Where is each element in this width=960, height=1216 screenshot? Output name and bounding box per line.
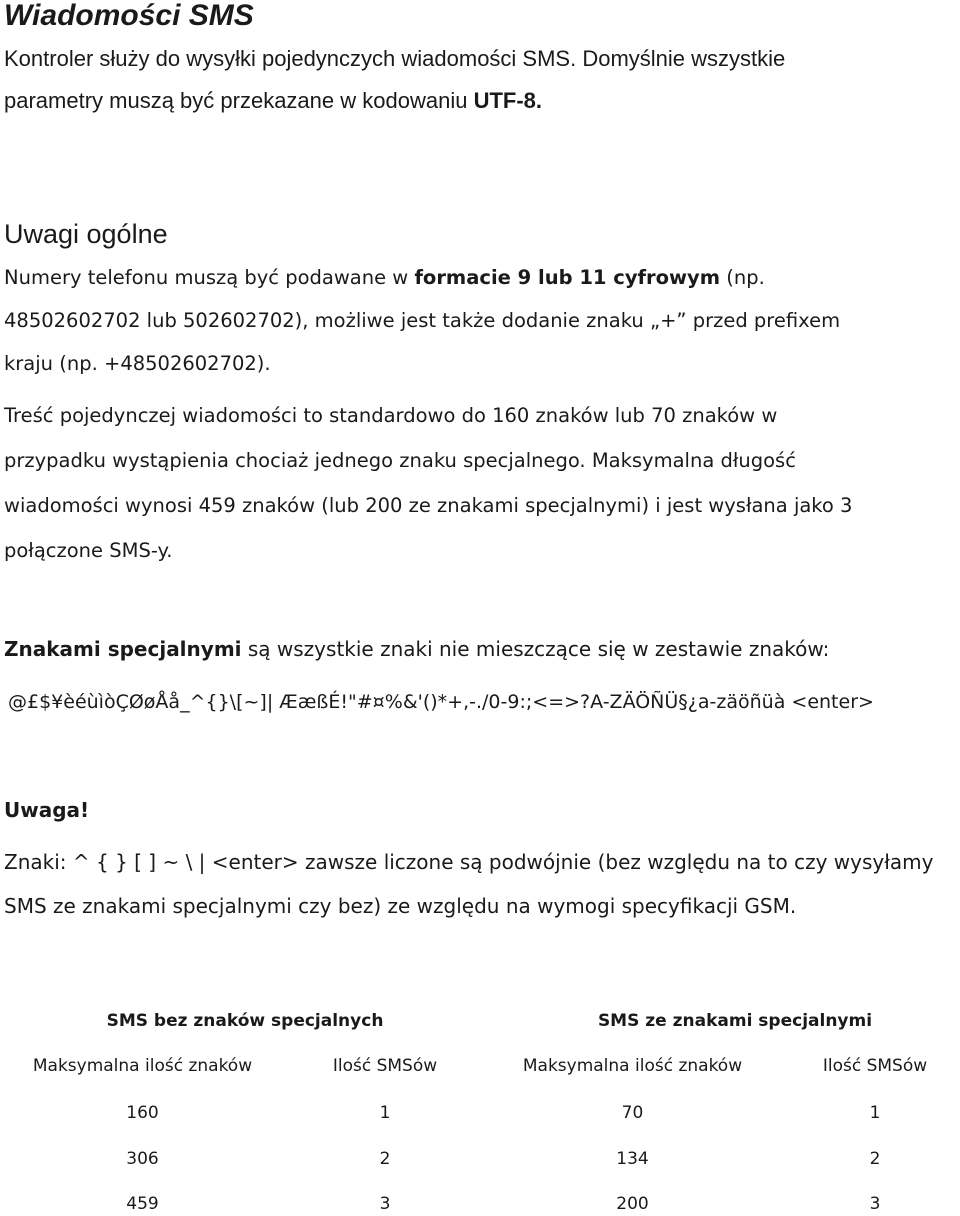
- phone-number-rules: [4, 256, 840, 385]
- paragraph-line: kraju (np. +48502602702).: [4, 352, 271, 375]
- intro-line: [4, 80, 785, 122]
- paragraph-line: [4, 256, 840, 299]
- paragraph-line: 48502602702 lub 502602702), możliwe jest także dodanie znaku „+” przed prefixem: [4, 309, 841, 332]
- column-header-sms-count: Ilość SMSów: [822, 1056, 928, 1076]
- warning-paragraph: [4, 840, 934, 928]
- intro-paragraph: [4, 38, 785, 122]
- message-length-rules: [4, 393, 852, 573]
- column-header-sms-count: Ilość SMSów: [332, 1056, 438, 1076]
- column-header-max-chars: Maksymalna ilość znaków: [522, 1056, 743, 1076]
- intro-line: Kontroler służy do wysyłki pojedynczych wiadomości SMS. Domyślnie wszystkie: [4, 46, 786, 71]
- table-cell: 3: [869, 1194, 881, 1214]
- table-cell: 200: [616, 1194, 649, 1214]
- paragraph-text: (np.: [720, 266, 765, 289]
- paragraph-line: Znaki: ^ { } [ ] ~ \ | <enter> zawsze liczone są podwójnie (bez względu na to czy wysyłamy: [4, 850, 934, 874]
- table-cell: 3: [379, 1194, 391, 1214]
- special-characters-definition: [4, 627, 829, 671]
- paragraph-line: przypadku wystąpienia chociaż jednego znaku specjalnego. Maksymalna długość: [4, 449, 796, 472]
- column-header-max-chars: Maksymalna ilość znaków: [32, 1056, 253, 1076]
- table-cell: 1: [869, 1103, 881, 1123]
- paragraph-text: są wszystkie znaki nie mieszczące się w zestawie znaków:: [241, 637, 830, 661]
- paragraph-line: Treść pojedynczej wiadomości to standardowo do 160 znaków lub 70 znaków w: [4, 404, 778, 427]
- charset-list: @£$¥èéùìòÇØøÅå_^{}\[~]| ÆæßÉ!"#¤%&'()*+,-./0-9:;<=>?A-ZÄÖÑÜ§¿a-zäöñüà <enter>: [8, 691, 874, 713]
- page-title: Wiadomości SMS: [4, 0, 254, 32]
- table-cell: 70: [621, 1103, 644, 1123]
- paragraph-text: Numery telefonu muszą być podawane w: [4, 266, 415, 289]
- table-cell: 2: [379, 1149, 391, 1169]
- encoding-name: UTF-8.: [473, 88, 543, 113]
- table-cell: 2: [869, 1149, 881, 1169]
- format-emphasis: formacie 9 lub 11 cyfrowym: [414, 266, 721, 289]
- paragraph-line: połączone SMS-y.: [4, 539, 173, 562]
- paragraph-line: SMS ze znakami specjalnymi czy bez) ze względu na wymogi specyfikacji GSM.: [4, 894, 797, 918]
- section-heading-general: Uwagi ogólne: [4, 219, 168, 249]
- table-group-header-plain: SMS bez znaków specjalnych: [106, 1011, 384, 1031]
- warning-label: Uwaga!: [4, 798, 90, 822]
- table-cell: 306: [126, 1149, 159, 1169]
- table-cell: 134: [616, 1149, 649, 1169]
- table-group-header-special: SMS ze znakami specjalnymi: [597, 1011, 873, 1031]
- table-cell: 459: [126, 1194, 159, 1214]
- special-characters-term: Znakami specjalnymi: [4, 637, 242, 661]
- table-cell: 1: [379, 1103, 391, 1123]
- intro-text: parametry muszą być przekazane w kodowaniu: [4, 88, 474, 113]
- paragraph-line: wiadomości wynosi 459 znaków (lub 200 ze znakami specjalnymi) i jest wysłana jako 3: [4, 494, 853, 517]
- table-cell: 160: [126, 1103, 159, 1123]
